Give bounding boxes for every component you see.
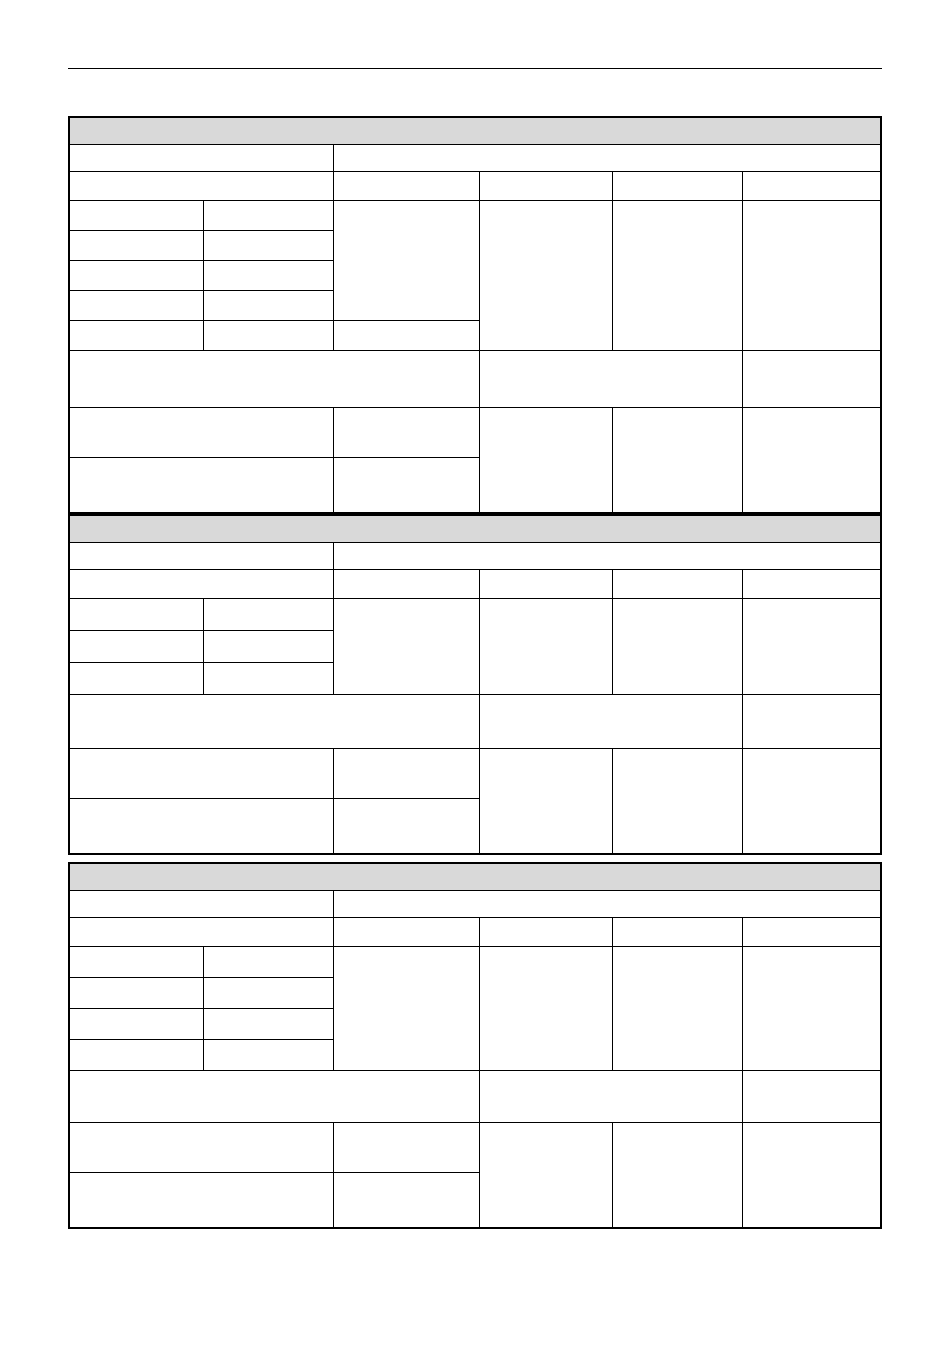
cell-merged-value (479, 201, 613, 351)
column-header (70, 172, 334, 201)
cell-merged-value (613, 408, 743, 513)
cell-sub-label (70, 1040, 204, 1071)
cell-merged-value (613, 1123, 743, 1228)
spec-table-3 (68, 862, 882, 1229)
cell-wide-label (70, 695, 480, 749)
cell-value (333, 891, 880, 918)
table-row (70, 351, 881, 408)
cell-sub-value (203, 261, 333, 291)
cell-label (70, 458, 334, 513)
cell-merged-value (613, 599, 743, 695)
table-row (70, 947, 881, 978)
cell-merged-value (613, 947, 743, 1071)
cell-sub-label (70, 663, 204, 695)
column-header (613, 918, 743, 947)
table-row (70, 118, 881, 145)
table-row (70, 599, 881, 631)
cell-sub-value (203, 1009, 333, 1040)
cell-sub-label (70, 978, 204, 1009)
cell-sub-label (70, 291, 204, 321)
cell-value (333, 458, 479, 513)
column-header (743, 570, 881, 599)
cell-merged-value (479, 749, 613, 854)
table-row (70, 543, 881, 570)
cell-sub-value (203, 1040, 333, 1071)
cell-sub-label (70, 321, 204, 351)
cell-wide-value (479, 1071, 743, 1123)
column-header (333, 172, 479, 201)
column-header (479, 172, 613, 201)
column-header (743, 172, 881, 201)
table-row (70, 516, 881, 543)
cell-merged-value (479, 599, 613, 695)
table-row (70, 172, 881, 201)
cell-merged-value (743, 1123, 881, 1228)
table-title-cell (70, 864, 881, 891)
cell-value (333, 799, 479, 854)
cell-label (70, 891, 334, 918)
table-row (70, 1071, 881, 1123)
cell-sub-value (203, 321, 333, 351)
column-header (333, 918, 479, 947)
table-row (70, 570, 881, 599)
cell-value (333, 749, 479, 799)
cell-merged-value (743, 947, 881, 1071)
cell-value (333, 1123, 479, 1173)
cell-sub-label (70, 599, 204, 631)
cell-merged-value (333, 947, 479, 1071)
table-row (70, 918, 881, 947)
column-header (479, 918, 613, 947)
column-header (613, 172, 743, 201)
cell-sub-label (70, 947, 204, 978)
spec-table-1 (68, 116, 882, 514)
cell-sub-value (203, 663, 333, 695)
cell-merged-value (333, 201, 479, 321)
cell-sub-label (70, 631, 204, 663)
cell-merged-value (479, 947, 613, 1071)
table-row (70, 408, 881, 458)
cell-sub-value (203, 631, 333, 663)
cell-wide-value (479, 695, 743, 749)
cell-merged-value (333, 599, 479, 695)
cell-sub-value (203, 599, 333, 631)
cell-merged-value (613, 749, 743, 854)
cell-label (70, 543, 334, 570)
table-row (70, 201, 881, 231)
column-header (479, 570, 613, 599)
cell-value (333, 145, 880, 172)
cell-sub-label (70, 261, 204, 291)
cell-merged-value (743, 408, 881, 513)
column-header (333, 570, 479, 599)
cell-label (70, 799, 334, 854)
table-row (70, 145, 881, 172)
cell-label (70, 1123, 334, 1173)
cell-merged-value (479, 408, 613, 513)
table-title-cell (70, 118, 881, 145)
cell-value (333, 408, 479, 458)
cell-label (70, 145, 334, 172)
cell-value (333, 1173, 479, 1228)
cell-sub-label (70, 231, 204, 261)
column-header (743, 918, 881, 947)
cell-sub-value (203, 947, 333, 978)
cell-sub-label (70, 1009, 204, 1040)
cell-label (70, 408, 334, 458)
cell-sub-value (203, 231, 333, 261)
cell-wide-value (743, 351, 881, 408)
column-header (613, 570, 743, 599)
table-row (70, 891, 881, 918)
cell-wide-label (70, 351, 480, 408)
table-row (70, 749, 881, 799)
table-row (70, 1123, 881, 1173)
cell-wide-value (743, 1071, 881, 1123)
cell-merged-value (479, 1123, 613, 1228)
table-row (70, 864, 881, 891)
cell-merged-value (743, 201, 881, 351)
cell-sub-value (203, 978, 333, 1009)
cell-label (70, 749, 334, 799)
table-row (70, 695, 881, 749)
cell-wide-label (70, 1071, 480, 1123)
cell-value (333, 543, 880, 570)
spec-table-2 (68, 514, 882, 855)
cell-wide-value (743, 695, 881, 749)
header-divider (68, 68, 882, 69)
column-header (70, 570, 334, 599)
cell-sub-label (70, 201, 204, 231)
cell-sub-value (203, 291, 333, 321)
cell-merged-value (613, 201, 743, 351)
column-header (70, 918, 334, 947)
cell-wide-value (479, 351, 743, 408)
cell-sub-value (203, 201, 333, 231)
cell-label (70, 1173, 334, 1228)
cell-value (333, 321, 479, 351)
cell-merged-value (743, 599, 881, 695)
table-title-cell (70, 516, 881, 543)
cell-merged-value (743, 749, 881, 854)
